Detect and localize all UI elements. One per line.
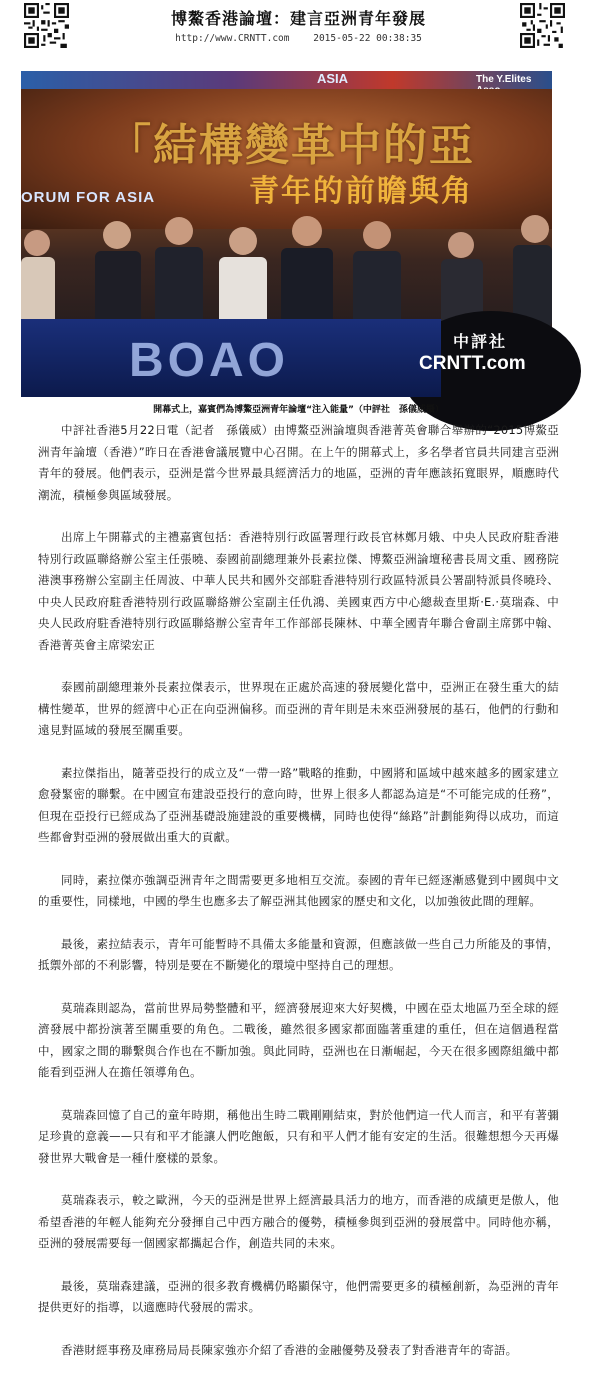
article-paragraph: 素拉傑指出，隨著亞投行的成立及“一帶一路”戰略的推動，中國將和區域中越來越多的國家建立愈發緊密的聯繫。在中國宣布建設亞投行的意向時，世界上很多人都認為這是“不可能完成的任務”，但現在亞投行已經成為了亞洲基礎設施建設的重要機構，同時也使得“絲路”計劃能夠得以成功，而這些都會對亞洲的發展做出重大的貢獻。: [38, 765, 559, 844]
source-url[interactable]: http://www.CRNTT.com: [175, 33, 290, 44]
photo-headline-line2: 青年的前瞻與角: [249, 174, 473, 209]
article-paragraph: 泰國前副總理兼外長素拉傑表示，世界現在正處於高速的發展變化當中，亞洲正在發生重大的結構性變革，世界的經濟中心正在向亞洲偏移。而亞洲的青年則是未來亞洲發展的基石，他們的行動和遠見對區域的發展至關重要。: [38, 680, 559, 737]
article-photo: [21, 71, 552, 397]
article-meta: [0, 33, 597, 44]
photo-headline-line1: 「結構變革中的亞: [107, 120, 475, 171]
publish-datetime: 2015-05-22 00:38:35: [313, 33, 422, 44]
article-paragraph: 香港財經事務及庫務局局長陳家強亦介紹了香港的金融優勢及發表了對香港青年的寄語。: [61, 1342, 518, 1357]
article-paragraph: 莫瑞森回憶了自己的童年時期，稱他出生時二戰剛剛結束，對於他們這一代人而言，和平有著彌足珍貴的意義——只有和平才能讓人們吃飽飯，只有和平人們才能有安定的生活。很難想想今天再爆發世界大戰會是一種什麼樣的景象。: [38, 1107, 559, 1165]
photo-watermark-cn: 中評社: [453, 332, 508, 351]
article-paragraph: 莫瑞森則認為，當前世界局勢整體和平，經濟發展迎來大好契機，中國在亞太地區乃至全球的經濟發展中都扮演著至關重要的角色。二戰後，雖然很多國家都面臨著重建的重任，但在這個過程當中，國家之間的聯繫與合作也在不斷加強。與此同時，亞洲也在日漸崛起，今天在很多國際組織中都能看到亞洲人在擔任領導角色。: [38, 1000, 559, 1079]
photo-watermark-en: CRNTT.com: [419, 353, 526, 374]
photo-caption: 開幕式上，嘉賓們為博鰲亞洲青年論壇“注入能量”（中評社 孫儀威攝）: [153, 405, 444, 415]
article-paragraph: 同時，素拉傑亦強調亞洲青年之間需要更多地相互交流。泰國的青年已經逐漸感覺到中國與中文的重要性，同樣地，中國的學生也應多去了解亞洲其他國家的歷史和文化，以加強彼此間的理解。: [38, 872, 559, 908]
photo-banner-asia: ASIA: [317, 71, 349, 86]
article-paragraph: 最後，素拉結表示，青年可能暫時不具備太多能量和資源，但應該做一些自己力所能及的事情，抵禦外部的不利影響，特別是要在不斷變化的環境中堅持自己的理想。: [38, 936, 559, 972]
photo-podium-text: BOAO: [129, 334, 289, 387]
article-paragraph: 出席上午開幕式的主禮嘉賓包括：香港特別行政區署理行政長官林鄭月娥、中央人民政府駐香港特別行政區聯絡辦公室主任張曉、泰國前副總理兼外長素拉傑、博鰲亞洲論壇秘書長周文重、國務院港澳事務辦公室副主任周波、中華人民共和國外交部駐香港特別行政區特派員公署副特派員佟曉玲、中央人民政府駐香港特別行政區聯絡辦公室副主任仇鴻、美國東西方中心總裁查里斯·E.·莫瑞森、中央人民政府駐香港特別行政區聯絡辦公室青年工作部部長陳林、中華全國青年聯合會副主席鄧中翰、香港菁英會主席梁宏正: [38, 530, 559, 652]
article-body: [38, 420, 559, 1382]
article-paragraph: 莫瑞森表示，較之歐洲，今天的亞洲是世界上經濟最具活力的地方，而香港的成績更是傲人，他希望香港的年輕人能夠充分發揮自己中西方融合的優勢，積極參與到亞洲的發展當中。同時他亦稱，亞洲的發展需要每一個國家都攜起合作，創造共同的未來。: [38, 1193, 559, 1250]
photo-banner-yelites: The Y.Elites: [476, 74, 532, 85]
article-paragraph: 最後，莫瑞森建議，亞洲的很多教育機構仍略顯保守，他們需要更多的積極創新，為亞洲的青年提供更好的指導，以適應時代發展的需求。: [38, 1278, 559, 1314]
article-paragraph: 中評社香港5月22日電（記者 孫儀威）由博鰲亞洲論壇與香港菁英會聯合舉辦的“2015博鰲亞洲青年論壇（香港）”昨日在香港會議展覽中心召開。在上午的開幕式上，多名學者官員共同建言亞洲青年的發展。他們表示，亞洲是當今世界最具經濟活力的地區，亞洲的青年應該拓寬眼界，順應時代潮流，積極參與區域發展。: [38, 423, 559, 502]
page-title: 博鰲香港論壇：建言亞洲青年發展: [170, 9, 426, 28]
photo-forum-text: ORUM FOR ASIA: [21, 189, 156, 206]
